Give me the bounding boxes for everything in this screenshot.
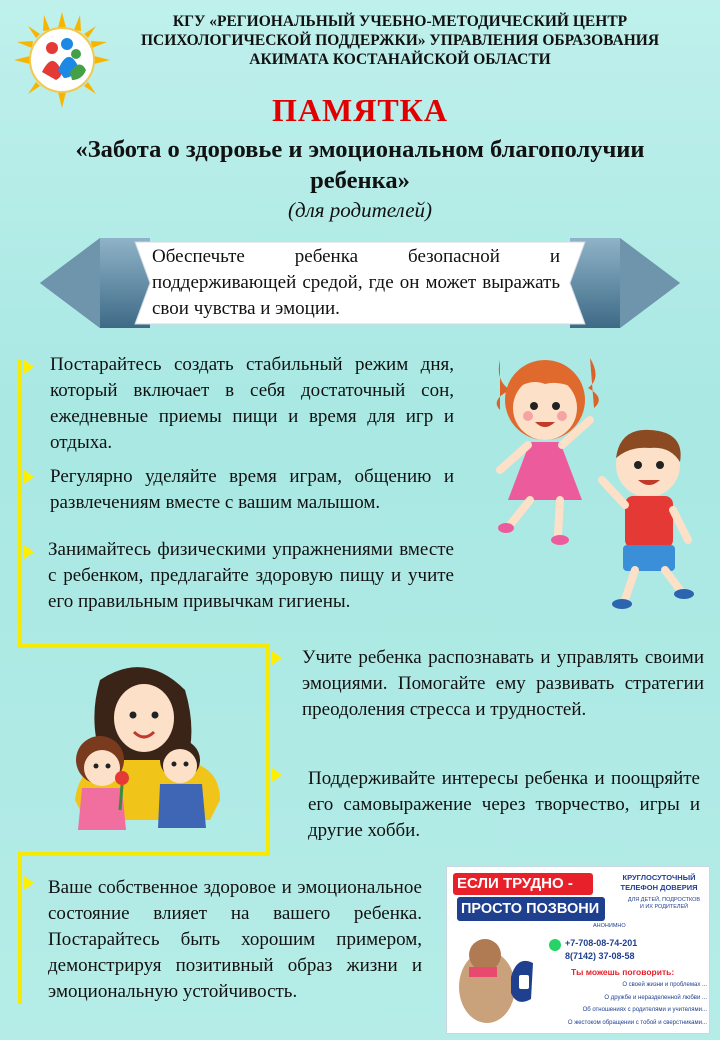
connector-line [18, 360, 22, 648]
connector-line [18, 852, 22, 1004]
bullet-arrow-icon [24, 876, 34, 890]
bullet-arrow-icon [272, 768, 282, 782]
bullet-arrow-icon [24, 470, 34, 484]
subtitle-line: «Забота о здоровье и эмоциональном благополучии [75, 136, 645, 163]
topic-item: Об отношениях с родителями и учителями... [582, 1007, 707, 1013]
connector-line [266, 644, 270, 856]
hotline-headline: ЕСЛИ ТРУДНО - [457, 875, 573, 892]
hotline-service-line: ТЕЛЕФОН ДОВЕРИЯ [620, 883, 698, 892]
tip-text: Поддерживайте интересы ребенка и поощряйте его самовыражение через творчество, игры и другие хобби. [308, 768, 700, 841]
connector-line [18, 852, 270, 856]
hotline-service-line: КРУГЛОСУТОЧНЫЙ [622, 873, 696, 882]
anonymous-label: АНОНИМНО [593, 923, 626, 929]
organization-name [120, 12, 680, 69]
organization-line: АКИМАТА КОСТАНАЙСКОЙ ОБЛАСТИ [249, 51, 551, 68]
hotline-headline: ПРОСТО ПОЗВОНИ [461, 901, 600, 917]
phone-number[interactable]: 8(7142) 37-08-58 [565, 951, 635, 961]
mother-children-illustration [60, 660, 230, 840]
hotline-audience-line: И ИХ РОДИТЕЛЕЙ [639, 904, 689, 910]
children-illustration [490, 350, 700, 615]
hotline-service [613, 873, 705, 893]
topic-item: О дружбе и неразделенной любви ... [604, 994, 707, 1001]
bullet-arrow-icon [24, 545, 34, 559]
memo-subtitle [40, 134, 680, 196]
memo-title: ПАМЯТКА [272, 92, 448, 128]
talk-topics [529, 979, 707, 1029]
topic-item: О жестоком обращении с тобой и сверстниками... [567, 1019, 707, 1026]
bullet-arrow-icon [272, 651, 282, 665]
banner-text: Обеспечьте ребенка безопасной и поддерживающей средой, где он может выражать свои чувства и эмоции. [152, 246, 560, 319]
phone-number[interactable]: +7-708-08-74-201 [565, 938, 638, 948]
organization-line: КГУ «РЕГИОНАЛЬНЫЙ УЧЕБНО-МЕТОДИЧЕСКИЙ ЦЕНТР [172, 13, 628, 30]
hotline-audience-line: ДЛЯ ДЕТЕЙ, ПОДРОСТКОВ [627, 897, 701, 903]
talk-heading: Ты можешь поговорить: [571, 967, 675, 977]
tip-text: Ваше собственное здоровое и эмоциональное состояние влияет на вашего ребенка. Постарайтесь быть хорошим примером, демонстрируя позитивный образ жизни и эмоциональную устойчивость. [48, 877, 422, 1002]
tip-text: Регулярно уделяйте время играм, общению и развлечениям вместе с вашим малышом. [50, 466, 454, 513]
subtitle-line: ребенка» [310, 167, 410, 194]
hotline-audience [623, 897, 705, 911]
tip-text: Учите ребенка распознавать и управлять своими эмоциями. Помогайте ему развивать стратегии преодоления стресса и трудностей. [302, 647, 704, 720]
connector-line [18, 644, 270, 648]
topic-item: О своей жизни и проблемах ... [622, 982, 707, 988]
audience-note: (для родителей) [287, 198, 433, 222]
bullet-arrow-icon [24, 360, 34, 374]
hotline-poster [446, 866, 710, 1034]
organization-line: ПСИХОЛОГИЧЕСКОЙ ПОДДЕРЖКИ» УПРАВЛЕНИЯ ОБРАЗОВАНИЯ [140, 32, 660, 49]
tip-text: Постарайтесь создать стабильный режим дня, который включает в себя достаточный сон, ежедневные приемы пищи и время для игр и отдыха. [50, 354, 454, 453]
tip-text: Занимайтесь физическими упражнениями вместе с ребенком, предлагайте здоровую пищу и учите его правильным привычкам гигиены. [48, 539, 454, 612]
